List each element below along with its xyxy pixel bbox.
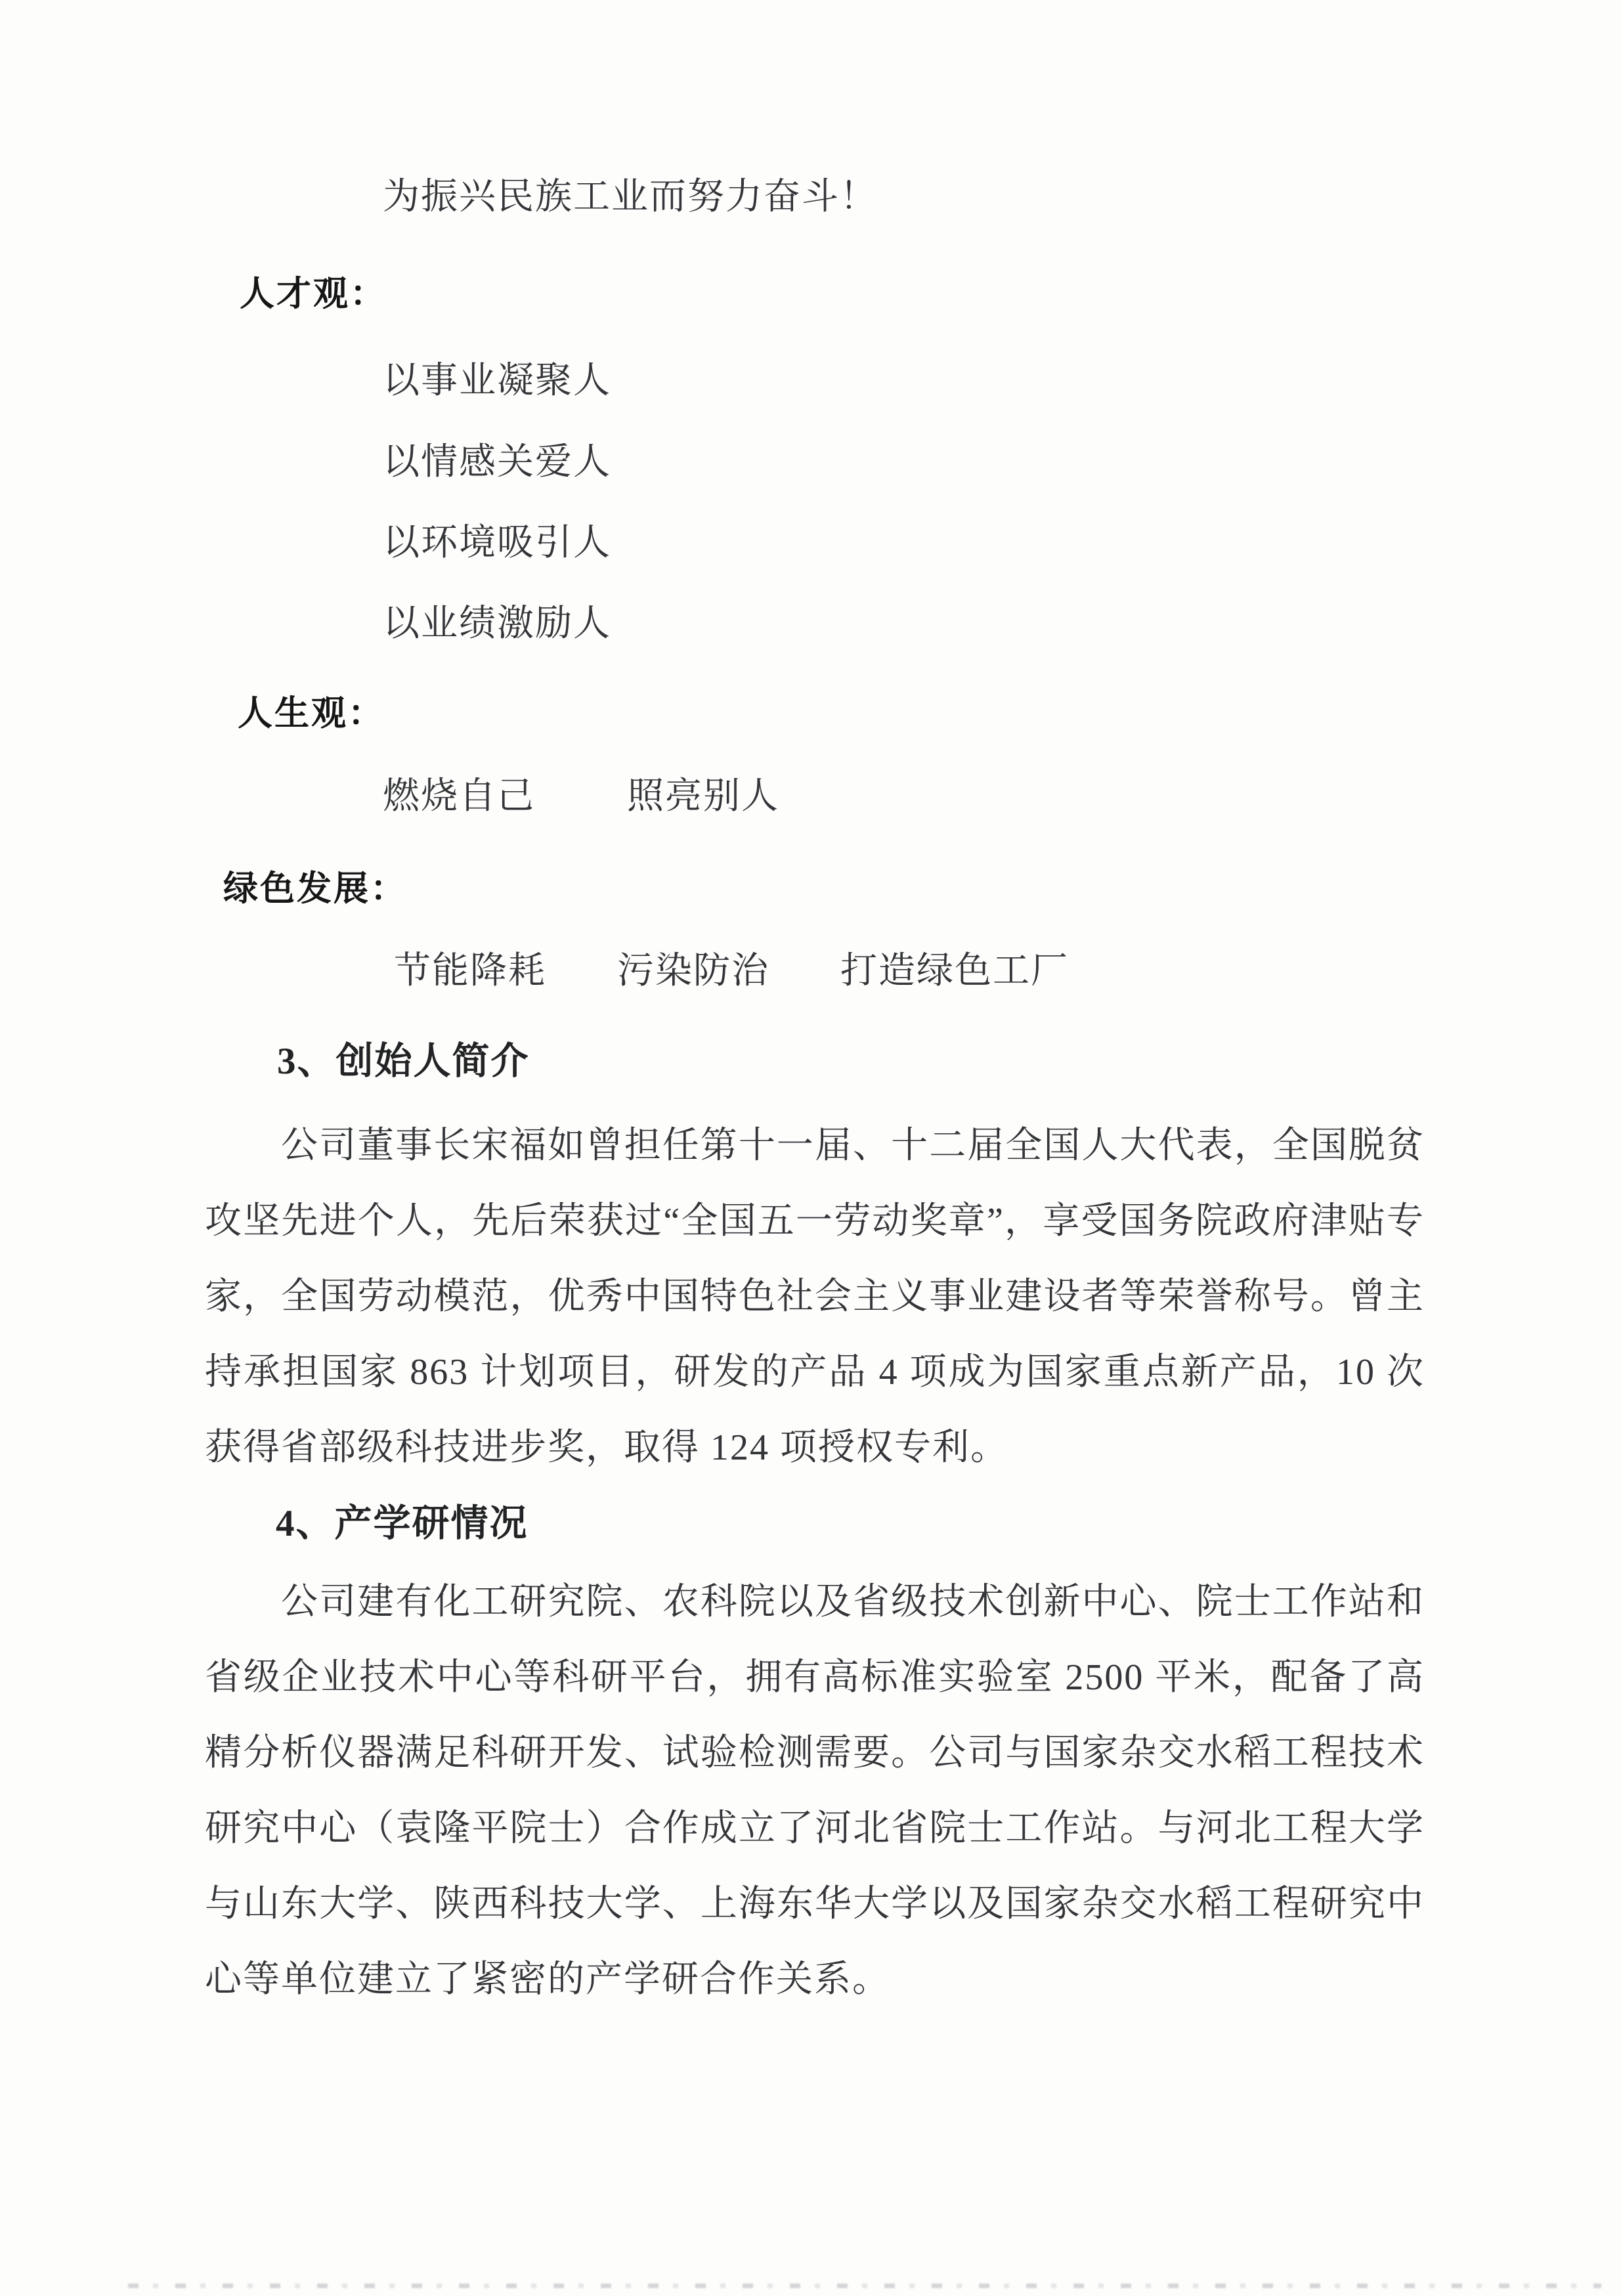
green-development-item: 节能降耗 bbox=[394, 951, 546, 991]
section-title-founder-intro: 3、创始人简介 bbox=[277, 1041, 530, 1082]
talent-value-item: 以环境吸引人 bbox=[383, 523, 611, 563]
scan-edge-artifact bbox=[128, 2284, 1601, 2288]
life-value-row bbox=[383, 778, 779, 815]
section-heading-green-development: 绿色发展： bbox=[223, 869, 407, 909]
section-title-industry-academia-research: 4、产学研情况 bbox=[276, 1503, 529, 1544]
founder-intro-paragraph: 公司董事长宋福如曾担任第十一届、十二届全国人大代表，全国脱贫攻坚先进个人，先后荣获过“全国五一劳动奖章”，享受国务院政府津贴专家，全国劳动模范，优秀中国特色社会主义事业建设者等荣誉称号。曾主持承担国家 863 计划项目，研发的产品 4 项成为国家重点新产品，10 次获得省部级科技进步奖，取得 124 项授权专利。 bbox=[205, 1125, 1425, 1468]
talent-value-item: 以事业凝聚人 bbox=[383, 360, 611, 401]
section-heading-talent-values: 人才观： bbox=[240, 274, 387, 314]
slogan-line: 为振兴民族工业而努力奋斗！ bbox=[383, 177, 878, 217]
green-development-item: 污染防治 bbox=[617, 951, 769, 991]
green-development-row bbox=[394, 953, 1069, 989]
green-development-item: 打造绿色工厂 bbox=[840, 951, 1069, 991]
section-heading-life-values: 人生观： bbox=[238, 693, 385, 733]
industry-academia-research-paragraph: 公司建有化工研究院、农科院以及省级技术创新中心、院士工作站和省级企业技术中心等科研平台，拥有高标准实验室 2500 平米，配备了高精分析仪器满足科研开发、试验检测需要。公司与国家杂交水稻工程技术研究中心（袁隆平院士）合作成立了河北省院士工作站。与河北工程大学与山东大学、陕西科技大学、上海东华大学以及国家杂交水稻工程研究中心等单位建立了紧密的产学研合作关系。 bbox=[205, 1582, 1425, 2000]
life-value-item: 燃烧自己 bbox=[383, 776, 535, 817]
talent-value-item: 以业绩激励人 bbox=[383, 603, 611, 644]
life-value-item: 照亮别人 bbox=[627, 776, 779, 817]
talent-value-item: 以情感关爱人 bbox=[383, 442, 611, 483]
